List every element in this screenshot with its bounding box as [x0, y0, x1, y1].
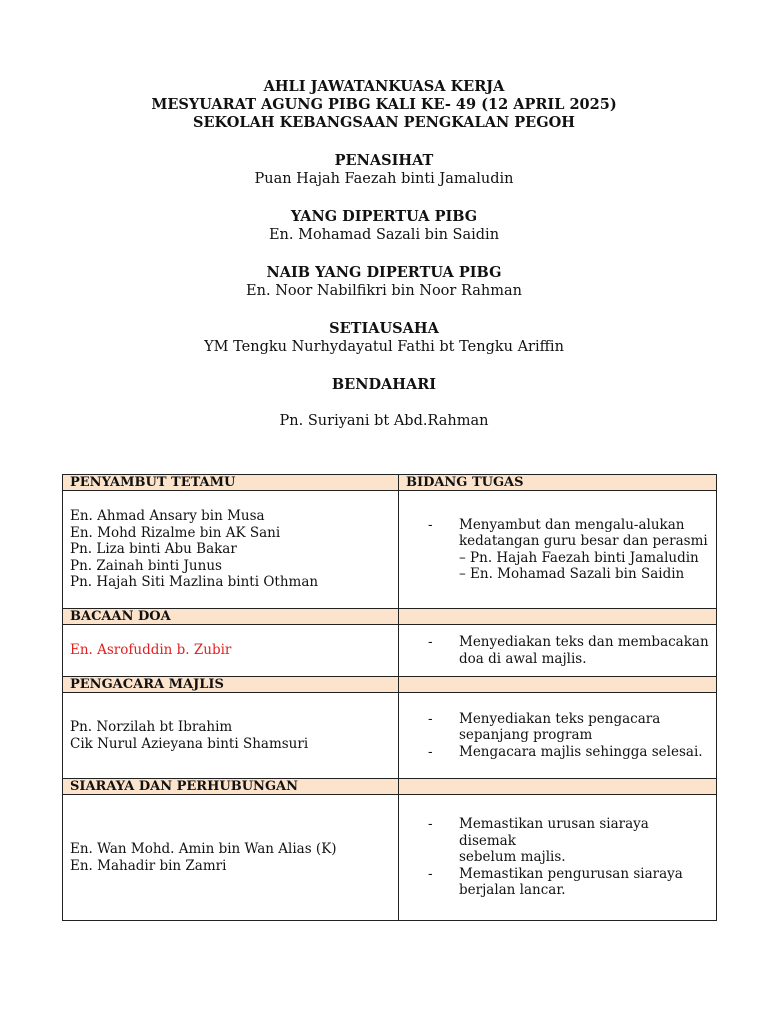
- group-title: PENYAMBUT TETAMU: [63, 475, 399, 491]
- group-header-row: [63, 609, 717, 625]
- group-title: PENGACARA MAJLIS: [63, 677, 399, 693]
- officer-role: BENDAHARI: [331, 376, 437, 393]
- task-line: - Mengacara majlis sehingga selesai.: [459, 743, 703, 760]
- committee-table: [62, 474, 717, 921]
- group-body-row: [63, 693, 717, 779]
- officer-penasihat: [0, 152, 768, 188]
- officer-name: En. Mohamad Sazali bin Saidin: [268, 227, 500, 243]
- member-name: Pn. Zainah binti Junus: [70, 557, 222, 574]
- task-item: [428, 866, 709, 899]
- group-header-row: [63, 475, 717, 491]
- officer-role: PENASIHAT: [334, 152, 434, 169]
- group-body-row: [63, 491, 717, 609]
- officer-name: Pn. Suriyani bt Abd.Rahman: [279, 413, 489, 429]
- task-line: – Pn. Hajah Faezah binti Jamaludin: [459, 549, 699, 566]
- school-name: SEKOLAH KEBANGSAAN PENGKALAN PEGOH: [193, 114, 575, 131]
- officer-bendahari: [0, 376, 768, 430]
- task-list-cell: [399, 795, 717, 921]
- member-name: Pn. Norzilah bt Ibrahim: [70, 719, 233, 735]
- task-list-cell: [399, 625, 717, 677]
- task-line: - Memastikan pengurusan siaraya: [459, 865, 683, 882]
- group-body-row: [63, 795, 717, 921]
- task-list: [406, 816, 709, 899]
- task-list-cell: [399, 693, 717, 779]
- officer-role: SETIAUSAHA: [329, 320, 439, 337]
- officer-yang-dipertua: [0, 208, 768, 244]
- task-line: sebelum majlis.: [459, 849, 566, 866]
- task-list: [406, 634, 709, 667]
- task-item: [428, 517, 709, 583]
- member-name: En. Mohd Rizalme bin AK Sani: [70, 524, 281, 541]
- officer-role: NAIB YANG DIPERTUA PIBG: [266, 264, 502, 281]
- member-list: [63, 625, 399, 677]
- task-line: - Menyambut dan mengalu-alukan: [459, 516, 685, 533]
- group-title: SIARAYA DAN PERHUBUNGAN: [63, 779, 399, 795]
- document-title: AHLI JAWATANKUASA KERJA: [263, 78, 505, 95]
- officer-naib-yang-dipertua: [0, 264, 768, 300]
- member-list: [63, 795, 399, 921]
- member-name: Cik Nurul Azieyana binti Shamsuri: [70, 735, 309, 752]
- task-list: [406, 517, 709, 583]
- task-line: kedatangan guru besar dan perasmi: [459, 533, 708, 549]
- officer-setiausaha: [0, 320, 768, 356]
- member-list: [63, 693, 399, 779]
- officer-name: YM Tengku Nurhydayatul Fathi bt Tengku Ariffin: [204, 339, 564, 355]
- task-item: [428, 744, 709, 761]
- member-name: En. Ahmad Ansary bin Musa: [70, 508, 265, 525]
- member-name: En. Wan Mohd. Amin bin Wan Alias (K): [70, 841, 337, 857]
- task-item: [428, 816, 709, 866]
- group-body-row: [63, 625, 717, 677]
- task-column-header: [399, 677, 717, 693]
- task-column-header: [399, 609, 717, 625]
- meeting-title: MESYUARAT AGUNG PIBG KALI KE- 49 (12 APRIL 2025): [151, 96, 617, 113]
- task-line: - Menyediakan teks pengacara: [459, 710, 661, 727]
- task-line: doa di awal majlis.: [459, 650, 587, 667]
- task-column-header: [399, 779, 717, 795]
- task-column-header: BIDANG TUGAS: [399, 475, 717, 491]
- member-name: En. Mahadir bin Zamri: [70, 857, 227, 874]
- task-line: berjalan lancar.: [459, 882, 566, 899]
- document-header: [0, 78, 768, 430]
- task-line: - Menyediakan teks dan membacakan: [459, 634, 709, 650]
- group-title: BACAAN DOA: [63, 609, 399, 625]
- member-name: Pn. Hajah Siti Mazlina binti Othman: [70, 574, 319, 591]
- officer-role: YANG DIPERTUA PIBG: [290, 208, 478, 225]
- task-line: – En. Mohamad Sazali bin Saidin: [459, 566, 685, 582]
- task-item: [428, 711, 709, 744]
- member-list: [63, 491, 399, 609]
- task-list-cell: [399, 491, 717, 609]
- group-header-row: [63, 677, 717, 693]
- task-list: [406, 711, 709, 761]
- task-line: - Memastikan urusan siaraya disemak: [459, 816, 649, 849]
- officer-name: Puan Hajah Faezah binti Jamaludin: [254, 171, 514, 187]
- officer-name: En. Noor Nabilfikri bin Noor Rahman: [246, 283, 522, 299]
- group-header-row: [63, 779, 717, 795]
- member-name: Pn. Liza binti Abu Bakar: [70, 541, 237, 558]
- task-line: sepanjang program: [459, 727, 593, 744]
- task-item: [428, 634, 709, 667]
- member-name: En. Asrofuddin b. Zubir: [70, 642, 232, 659]
